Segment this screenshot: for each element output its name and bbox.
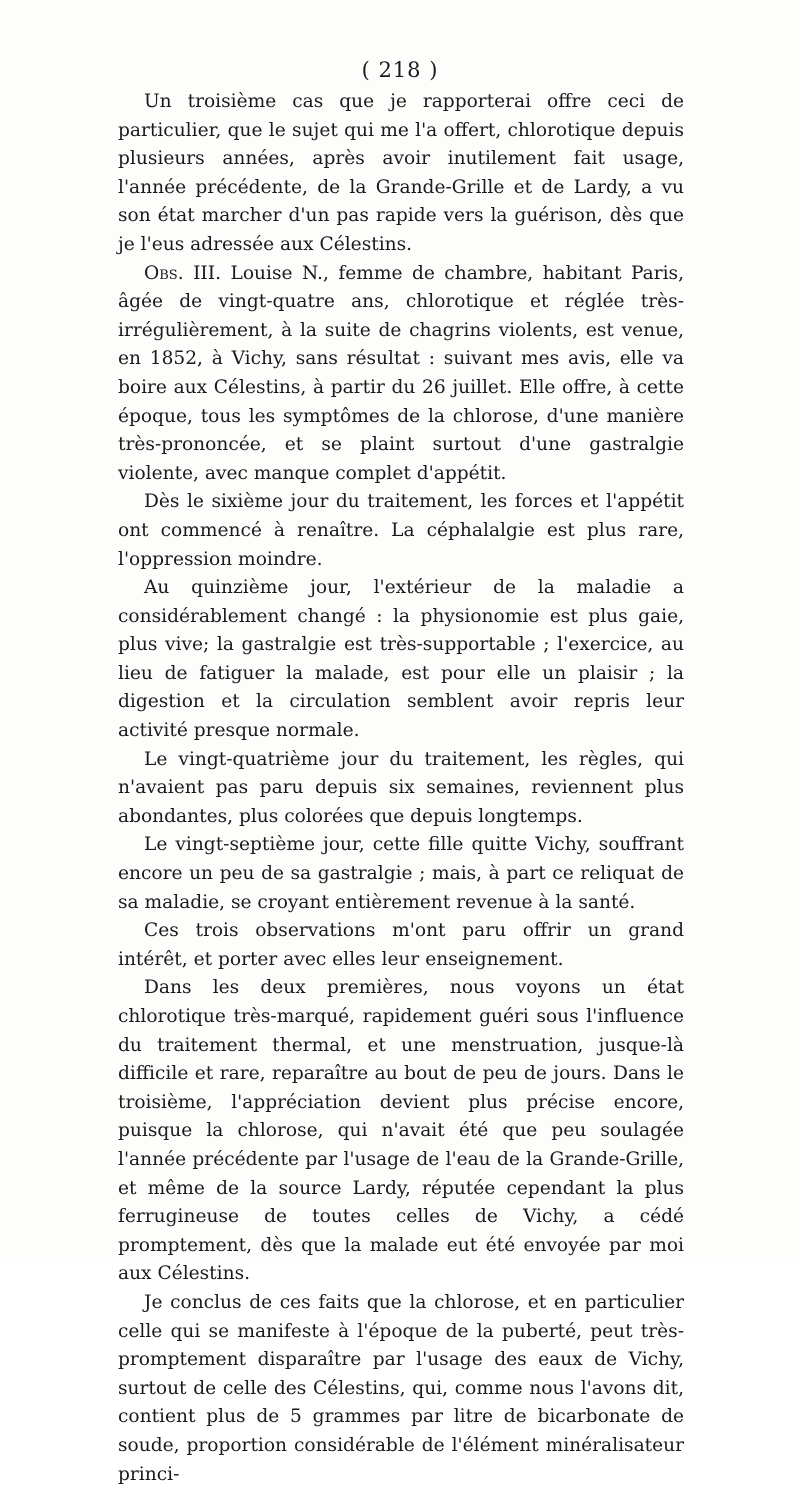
paragraph bbox=[118, 574, 684, 746]
paragraph-text: Ces trois observations m'ont paru offrir un grand intérêt, et porter avec elles leur enseignement. bbox=[118, 920, 684, 970]
paragraph-text: Dans les deux premières, nous voyons un état chlorotique très-marqué, rapidement guéri sous l'influence du traitement thermal, et une menstruation, jusque-là difficile et rare, reparaître au bout de peu de jours. Dans le troisième, l'appréciation devient plus précise encore, puisque la chlorose, qui n'avait été que peu soulagée l'année précédente par l'usage de l'eau de la Grande-Grille, et même de la source Lardy, réputée cependant la plus ferrugineuse de toutes celles de Vichy, a cédé promptement, dès que la malade eut été envoyée par moi aux Célestins. bbox=[118, 977, 684, 1285]
paragraph bbox=[118, 746, 684, 832]
paragraph-text: Un troisième cas que je rapporterai offre ceci de particulier, que le sujet qui me l'a offert, chlorotique depuis plusieurs années, après avoir inutilement fait usage, l'année précédente, de la Grande-Grille et de Lardy, a vu son état marcher d'un pas rapide vers la guérison, dès que je l'eus adressée aux Célestins. bbox=[118, 91, 684, 255]
observation-label: Obs. III. bbox=[144, 262, 222, 284]
paragraph bbox=[118, 917, 684, 974]
paragraph-text: Louise N., femme de chambre, habitant Paris, âgée de vingt-quatre ans, chlorotique et réglée très-irrégulièrement, à la suite de chagrins violents, est venue, en 1852, à Vichy, sans résultat : suivant mes avis, elle va boire aux Célestins, à partir du 26 juillet. Elle offre, à cette époque, tous les symptômes de la chlorose, d'une manière très-prononcée, et se plaint surtout d'une gastralgie violente, avec manque complet d'appétit. bbox=[118, 262, 685, 484]
paragraph bbox=[118, 88, 684, 260]
paragraph-text: Dès le sixième jour du traitement, les forces et l'appétit ont commencé à renaître. La céphalalgie est plus rare, l'oppression moindre. bbox=[118, 491, 684, 570]
paragraph-text: Au quinzième jour, l'extérieur de la maladie a considérablement changé : la physionomie est plus gaie, plus vive; la gastralgie est très-supportable ; l'exercice, au lieu de fatiguer la malade, est pour elle un plaisir ; la digestion et la circulation semblent avoir repris leur activité presque normale. bbox=[118, 577, 684, 742]
body-text bbox=[118, 88, 684, 1489]
paragraph-observation bbox=[118, 260, 684, 489]
paragraph-text: Le vingt-septième jour, cette fille quitte Vichy, souffrant encore un peu de sa gastralgie ; mais, à part ce reliquat de sa maladie, se croyant entièrement revenue à la santé. bbox=[118, 834, 684, 913]
paragraph bbox=[118, 1289, 684, 1489]
page-number: ( 218 ) bbox=[361, 58, 439, 82]
paragraph bbox=[118, 831, 684, 917]
paragraph bbox=[118, 488, 684, 574]
paragraph-text: Je conclus de ces faits que la chlorose, et en particulier celle qui se manifeste à l'époque de la puberté, peut très-promptement disparaître par l'usage des eaux de Vichy, surtout de celle des Célestins, qui, comme nous l'avons dit, contient plus de 5 grammes par litre de bicarbonate de soude, proportion considérable de l'élément minéralisateur princi- bbox=[118, 1291, 684, 1485]
paragraph-text: Le vingt-quatrième jour du traitement, les règles, qui n'avaient pas paru depuis six semaines, reviennent plus abondantes, plus colorées que depuis longtemps. bbox=[118, 748, 684, 827]
paragraph bbox=[118, 974, 684, 1289]
